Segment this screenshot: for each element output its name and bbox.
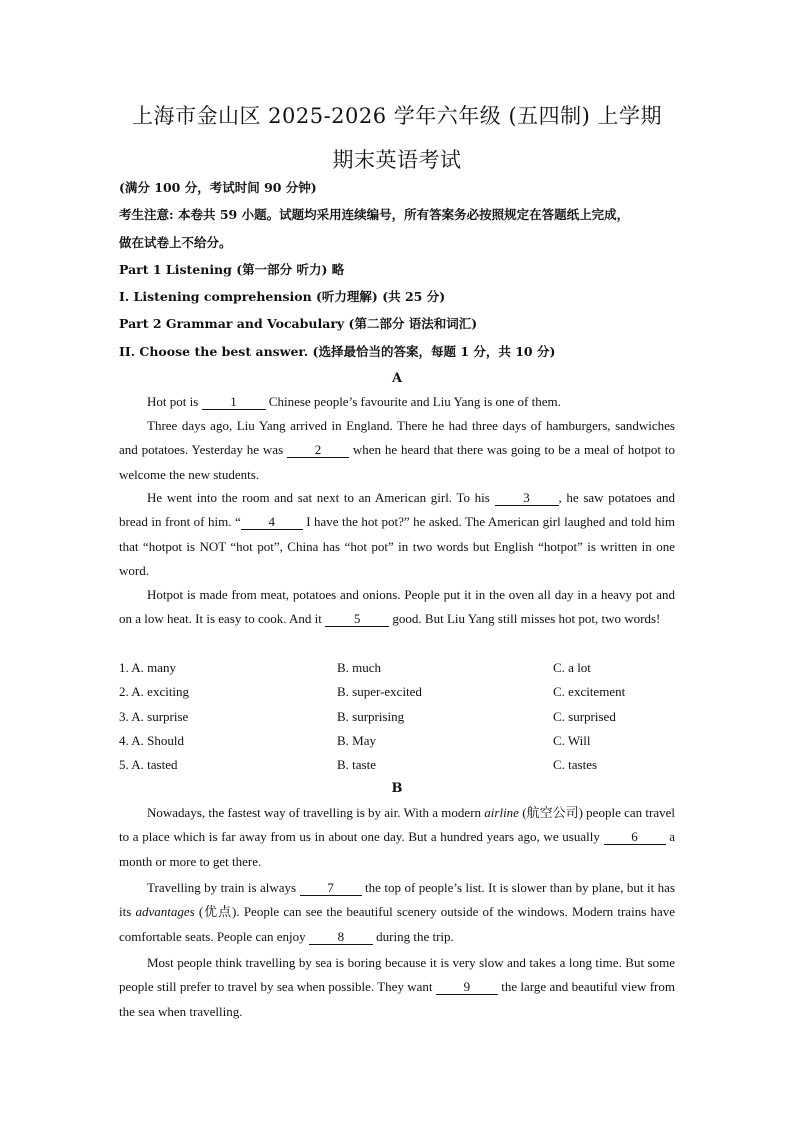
option-1-a[interactable]: 1. A. many xyxy=(119,660,177,675)
text-segment: when he heard that there was going to be a meal of hotpot to welcome the new students. xyxy=(119,442,676,482)
option-2-b[interactable]: B. super-excited xyxy=(337,684,422,700)
text-segment: (优点). People can see the beautiful scenery outside of the windows. Modern trains have comfortable seats. People can enjoy xyxy=(119,904,675,944)
passage-b-paragraph-3 xyxy=(119,951,675,1024)
answer-blank-7: 7 xyxy=(300,881,362,896)
exam-title-line-2: 期末英语考试 xyxy=(332,148,462,172)
exam-title-line-1: 上海市金山区 2025-2026 学年六年级 (五四制) 上学期 xyxy=(131,104,663,128)
section-2-heading: II. Choose the best answer. (选择最恰当的答案，每题 1 分，共 10 分) xyxy=(119,344,556,359)
passage-b-paragraph-2 xyxy=(119,876,675,949)
text-segment: good. But Liu Yang still misses hot pot, two words! xyxy=(389,611,661,627)
text-segment: , he saw potatoes and bread in front of him. “ xyxy=(119,490,675,530)
notice-line-1: 考生注意: 本卷共 59 小题。试题均采用连续编号，所有答案务必按照规定在答题纸上完成， xyxy=(119,207,630,222)
text-segment: I have the hot pot?” he asked. The American girl laughed and told him that “hotpot is NOT “hot pot”, China has “hot pot” in two words but English “hotpot” is written in one word. xyxy=(119,514,675,578)
answer-blank-6: 6 xyxy=(604,830,666,845)
option-4-c[interactable]: C. Will xyxy=(553,732,591,748)
answer-blank-5: 5 xyxy=(325,612,389,627)
answer-blank-4: 4 xyxy=(241,515,303,530)
text-segment: (航空公司) people can travel to a place which is far away from us in about one day. But a hundred years ago, we usually xyxy=(119,805,675,845)
glossed-word: advantages xyxy=(135,904,195,920)
text-segment: Travelling by train is always xyxy=(147,880,300,895)
text-segment: Most people think travelling by sea is boring because it is very slow and takes a long time. But some people still prefer to travel by sea when possible. They want xyxy=(119,955,675,995)
option-row-3 xyxy=(119,709,679,733)
option-row-2 xyxy=(119,684,679,708)
passage-a-paragraph-1 xyxy=(119,390,675,414)
passage-a-paragraph-2 xyxy=(119,414,675,487)
option-row-5 xyxy=(119,757,679,781)
options-a xyxy=(119,660,679,781)
exam-meta: (满分 100 分，考试时间 90 分钟) xyxy=(119,180,317,195)
text-segment: the top of people’s list. It is slower than by plane, but it has its xyxy=(119,880,675,920)
option-3-a[interactable]: 3. A. surprise xyxy=(119,708,189,724)
answer-blank-8: 8 xyxy=(309,930,373,945)
text-segment: Chinese people’s favourite and Liu Yang is one of them. xyxy=(265,394,561,409)
text-segment: Nowadays, the fastest way of travelling is by air. With a modern xyxy=(147,805,485,820)
answer-blank-3: 3 xyxy=(495,491,559,506)
text-segment: the large and beautiful view from the sea when travelling. xyxy=(119,979,675,1019)
option-4-b[interactable]: B. May xyxy=(337,732,376,748)
part-2-heading: Part 2 Grammar and Vocabulary (第二部分 语法和词汇) xyxy=(119,316,478,331)
passage-a-label: A xyxy=(391,371,403,386)
section-1-heading: I. Listening comprehension (听力理解) (共 25 分) xyxy=(119,289,446,304)
notice-line-2: 做在试卷上不给分。 xyxy=(119,235,232,250)
answer-blank-9: 9 xyxy=(436,980,498,995)
option-2-c[interactable]: C. excitement xyxy=(553,684,626,700)
passage-a-paragraph-3 xyxy=(119,486,675,583)
answer-blank-2: 2 xyxy=(287,443,349,458)
option-3-b[interactable]: B. surprising xyxy=(337,708,405,724)
passage-b-paragraph-1 xyxy=(119,801,675,874)
text-segment: Three days ago, Liu Yang arrived in England. There he had three days of hamburgers, sandwiches and potatoes. Yesterday he was xyxy=(119,418,675,458)
option-5-b[interactable]: B. taste xyxy=(337,757,376,773)
option-2-a[interactable]: 2. A. exciting xyxy=(119,684,190,700)
option-4-a[interactable]: 4. A. Should xyxy=(119,732,185,748)
passage-b-label: B xyxy=(391,781,403,796)
text-segment: Hot pot is xyxy=(147,394,202,409)
passage-a-paragraph-4 xyxy=(119,583,675,632)
glossed-word: airline xyxy=(484,805,519,820)
text-segment: during the trip. xyxy=(372,928,454,944)
option-3-c[interactable]: C. surprised xyxy=(553,708,616,724)
text-segment: He went into the room and sat next to an American girl. To his xyxy=(147,490,495,505)
option-1-c[interactable]: C. a lot xyxy=(553,660,591,675)
option-row-4 xyxy=(119,733,679,757)
text-segment: Hotpot is made from meat, potatoes and onions. People put it in the oven all day in a heavy pot and on a low heat. It is easy to cook. And it xyxy=(119,587,675,627)
text-segment: a month or more to get there. xyxy=(119,829,675,869)
option-row-1 xyxy=(119,660,679,684)
part-1-heading: Part 1 Listening (第一部分 听力) 略 xyxy=(119,262,345,277)
answer-blank-1: 1 xyxy=(202,395,266,410)
option-5-c[interactable]: C. tastes xyxy=(553,757,598,773)
option-1-b[interactable]: B. much xyxy=(337,660,382,675)
option-5-a[interactable]: 5. A. tasted xyxy=(119,757,178,773)
